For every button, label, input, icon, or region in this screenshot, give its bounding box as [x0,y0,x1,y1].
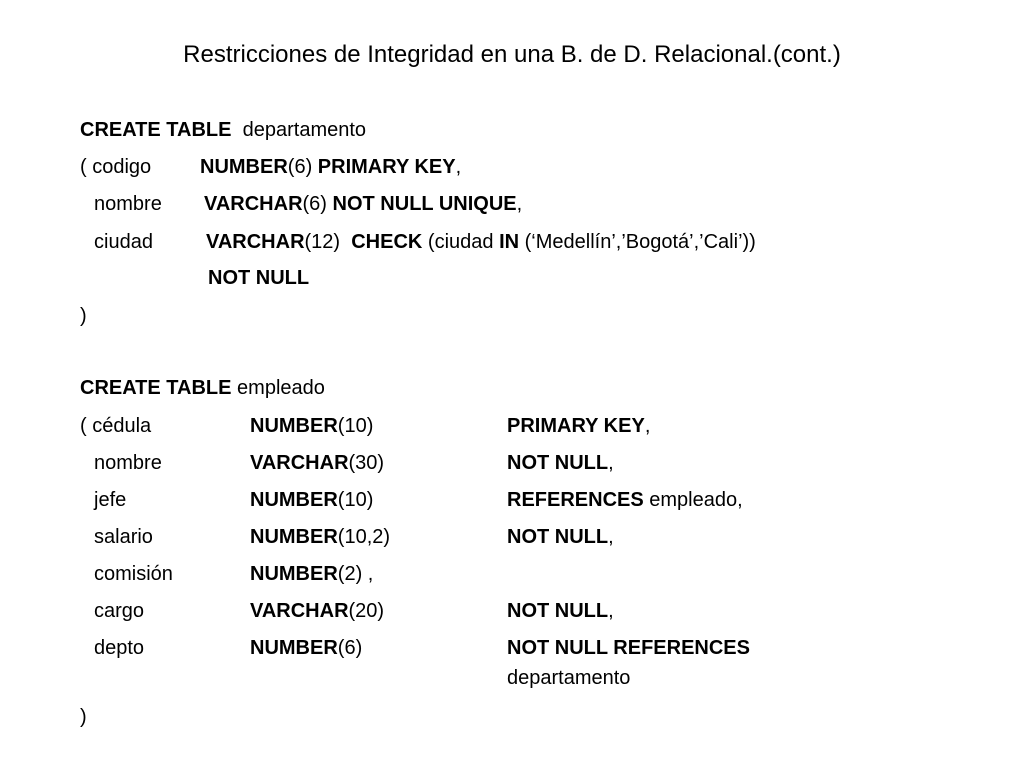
constraint-keyword: REFERENCES [507,489,644,511]
jefe-col: jefe [94,489,127,511]
constraint-keyword: PRIMARY KEY [507,415,645,437]
type-keyword: NUMBER [250,563,338,585]
nombre-constraint [507,451,614,475]
type-size: (10) [337,489,374,511]
ciudad-line [94,230,153,254]
type-keyword: NUMBER [250,637,338,659]
constraint-keyword: NOT NULL REFERENCES [507,637,750,659]
comma: , [516,193,523,215]
type-size: (30) [348,452,385,474]
type-size: (20) [348,600,385,622]
type-size: (10) [337,415,374,437]
nombre-line [94,192,162,216]
nombre-type [250,451,384,475]
close-paren-1: ) [80,305,87,327]
cedula-col: ( cédula [80,415,152,437]
create-table-keyword: CREATE TABLE [80,377,232,399]
type-keyword: NUMBER [250,526,338,548]
comision-col: comisión [94,563,173,585]
type-keyword: NUMBER [250,489,338,511]
codigo-def [200,155,461,179]
comision-type [250,562,373,586]
type-keyword: NUMBER [250,415,338,437]
depto-col: depto [94,637,145,659]
type-size: (2) , [337,563,374,585]
cargo-constraint [507,599,614,623]
depto-constraint [507,636,750,660]
cedula-type [250,414,373,438]
create-empleado-line [80,376,325,400]
close-paren-2: ) [80,706,87,728]
check-keyword: CHECK [351,231,423,253]
cargo-type [250,599,384,623]
ciudad-def [206,230,756,254]
cargo-col: cargo [94,600,145,622]
column-name: ( codigo [80,156,152,178]
type-keyword: NUMBER [200,156,288,178]
constraint-suffix: , [644,415,651,437]
constraint-keyword: NOT NULL UNIQUE [332,193,517,215]
salario-col: salario [94,526,153,548]
check-open: (ciudad [427,231,494,253]
type-size: (6) [337,637,363,659]
codigo-line [80,155,151,179]
ciudad-notnull: NOT NULL [208,267,310,289]
table-name: departamento [242,119,367,141]
nombre-def [204,192,522,216]
salario-constraint [507,525,614,549]
column-name: ciudad [94,231,153,253]
salario-type [250,525,390,549]
check-values: (‘Medellín’,’Bogotá’,’Cali’)) [524,231,756,253]
cedula-constraint [507,414,650,438]
constraint-suffix: , [608,600,614,622]
depto-ref-table: departamento [507,667,631,689]
depto-type [250,636,362,660]
in-keyword: IN [499,231,520,253]
table-name: empleado [237,377,325,399]
jefe-type [250,488,373,512]
constraint-keyword: NOT NULL [507,526,609,548]
column-name: nombre [94,193,162,215]
constraint-keyword: NOT NULL [507,600,609,622]
constraint-keyword: PRIMARY KEY [317,156,456,178]
type-size: (6) [287,156,313,178]
comma: , [455,156,462,178]
constraint-suffix: , [608,526,614,548]
nombre-col: nombre [94,452,162,474]
type-size: (10,2) [337,526,391,548]
constraint-suffix: empleado, [643,489,743,511]
constraint-keyword: NOT NULL [507,452,609,474]
type-keyword: VARCHAR [204,193,303,215]
type-keyword: VARCHAR [250,600,349,622]
type-size: (12) [304,231,341,253]
type-size: (6) [302,193,327,215]
jefe-constraint [507,488,743,512]
create-table-keyword: CREATE TABLE [80,119,232,141]
create-departamento-line [80,118,366,142]
type-keyword: VARCHAR [250,452,349,474]
constraint-suffix: , [608,452,614,474]
type-keyword: VARCHAR [206,231,305,253]
slide-title: Restricciones de Integridad en una B. de D. Relacional.(cont.) [183,41,841,68]
